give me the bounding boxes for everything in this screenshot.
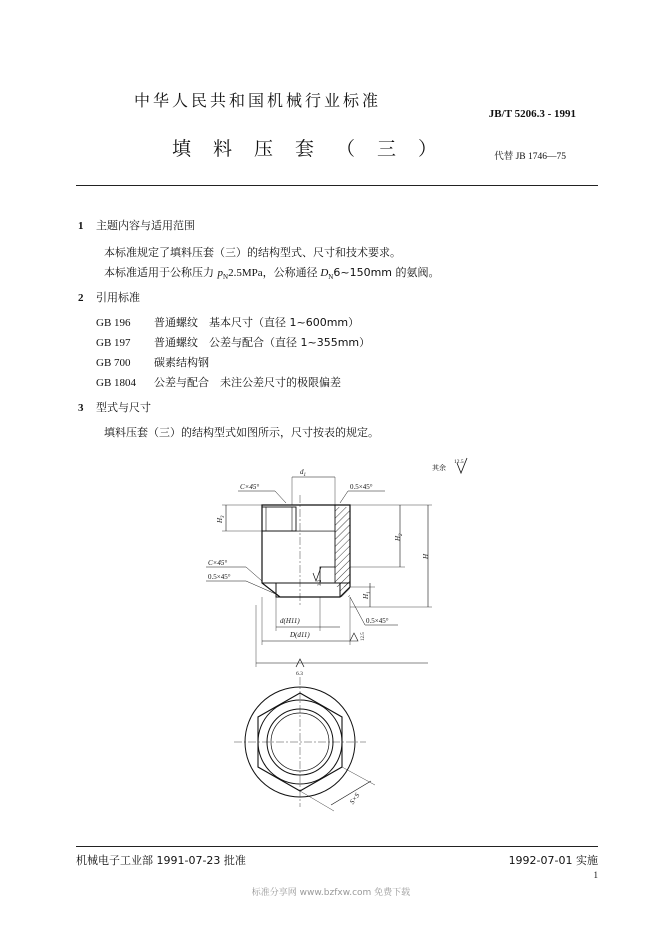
- chamfer-05-bottom-label: 0.5×45°: [366, 617, 389, 625]
- reference-item: GB 1804 公差与配合 未注公差尺寸的极限偏差: [96, 376, 341, 389]
- d1-label: $d_1$: [300, 468, 306, 478]
- chamfer-05-top-label: 0.5×45°: [350, 483, 373, 491]
- reference-item: GB 700 碳素结构钢: [96, 356, 209, 369]
- s-s-label: S×S: [348, 791, 362, 806]
- section-3-para-1: 填料压套（三）的结构型式如图所示，尺寸按表的规定。: [104, 426, 379, 439]
- h3-label: $H_3$: [216, 515, 226, 523]
- watermark-text: 标准分享网 www.bzfxw.com 免费下载: [251, 888, 411, 898]
- header-divider: [76, 185, 598, 186]
- section-heading-text: 型式与尺寸: [96, 401, 151, 414]
- hatched-wall-section: [335, 507, 350, 587]
- reference-item: GB 197 普通螺纹 公差与配合（直径 1~355mm）: [96, 336, 371, 349]
- organization-title: 中华人民共和国机械行业标准: [134, 91, 382, 110]
- section-heading-text: 主题内容与适用范围: [96, 219, 195, 232]
- top-chamfer-recess: [262, 507, 296, 531]
- technical-drawing: [200, 455, 480, 840]
- footer-divider: [76, 846, 598, 847]
- D-d11-label: D(d11): [290, 631, 310, 639]
- lower-step: [276, 583, 340, 597]
- section-1-para-1: 本标准规定了填料压套（三）的结构型式、尺寸和技术要求。: [104, 246, 401, 259]
- standard-code: JB/T 5206.3 - 1991: [488, 108, 576, 120]
- approval-note: 机械电子工业部 1991-07-23 批准: [76, 854, 246, 867]
- section-heading-text: 引用标准: [96, 291, 140, 304]
- rest-roughness-label: 其余: [432, 464, 446, 472]
- section-number: 3: [78, 402, 84, 414]
- section-number: 1: [78, 220, 84, 232]
- chamfer-c-mid-label: C×45°: [208, 559, 228, 567]
- chamfer-05-mid-label: 0.5×45°: [208, 573, 231, 581]
- section-1-heading: [78, 217, 195, 233]
- replaces-note: 代替 JB 1746—75: [494, 152, 566, 162]
- bottom-roughness-value: 6.3: [296, 671, 303, 677]
- h1-label: $H_1$: [362, 591, 372, 599]
- right-roughness-value: 12.5: [361, 632, 366, 641]
- section-1-para-2: 本标准适用于公称压力 $p_N2.5MPa$，公称通径 $D_N6\sim 150mm$ 的氨阀。: [104, 266, 440, 282]
- rest-roughness-value: 12.5: [454, 459, 464, 465]
- section-number: 2: [78, 292, 84, 304]
- page-number: 1: [593, 870, 598, 880]
- document-title: 填料压套（三）: [172, 138, 460, 160]
- roughness-right-icon: [350, 633, 358, 641]
- chamfer-c-top-label: C×45°: [240, 483, 260, 491]
- section-3-heading: [78, 399, 151, 415]
- section-2-heading: [78, 289, 140, 305]
- reference-item: GB 196 普通螺纹 基本尺寸（直径 1~600mm）: [96, 316, 360, 329]
- h2-label: $H_2$: [394, 533, 404, 541]
- h-label: H: [422, 553, 430, 559]
- d-h11-label: d(H11): [280, 617, 300, 625]
- inner-roughness-value: 3.2: [318, 579, 323, 586]
- implementation-date: 1992-07-01 实施: [508, 854, 598, 867]
